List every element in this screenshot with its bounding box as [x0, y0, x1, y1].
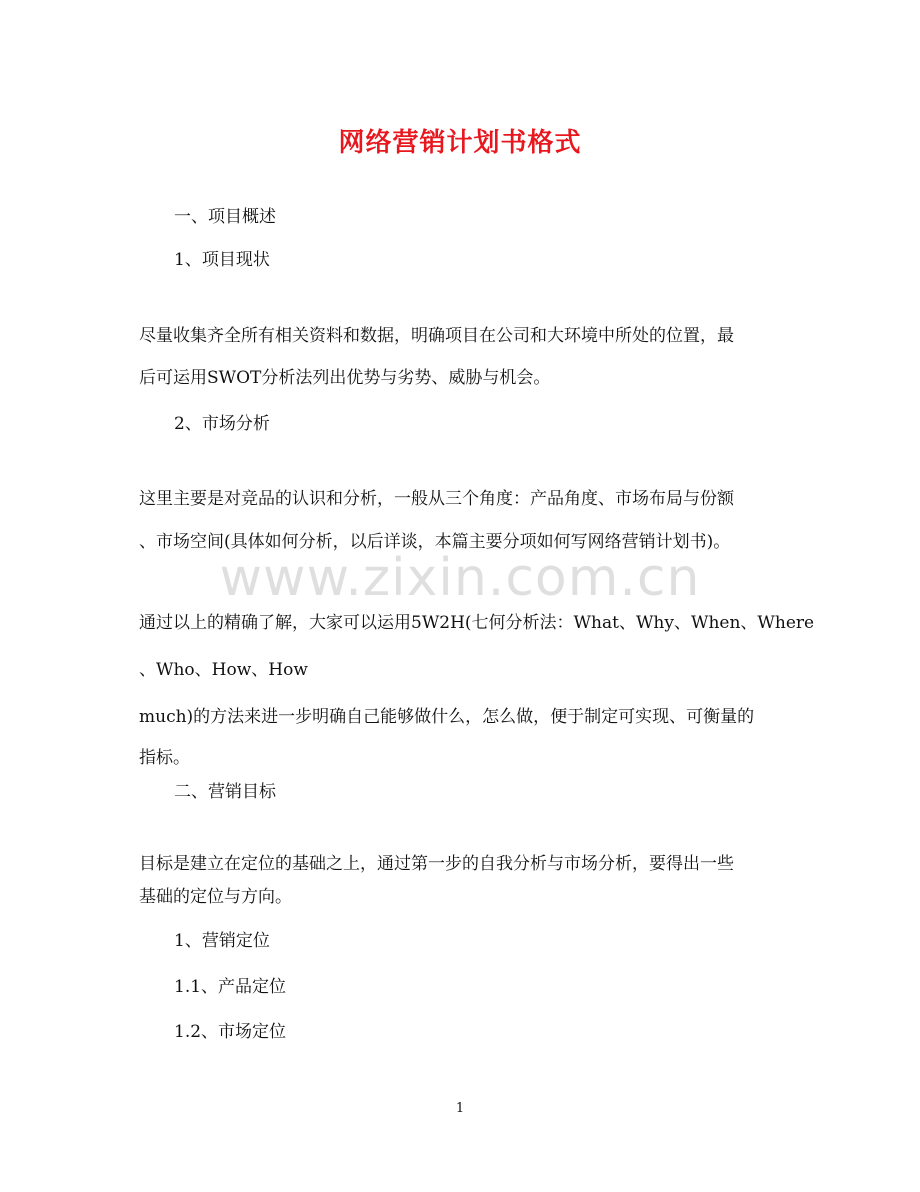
paragraph-line: 、Who、How、How: [139, 660, 308, 680]
paragraph-line: 目标是建立在定位的基础之上，通过第一步的自我分析与市场分析，要得出一些: [139, 854, 734, 874]
paragraph-line: 尽量收集齐全所有相关资料和数据，明确项目在公司和大环境中所处的位置，最: [139, 326, 734, 346]
paragraph-line: 这里主要是对竞品的认识和分析，一般从三个角度：产品角度、市场布局与份额: [139, 489, 734, 509]
paragraph-line: 后可运用SWOT分析法列出优势与劣势、威胁与机会。: [139, 368, 551, 388]
subsection-heading-market-analysis: 2、市场分析: [174, 414, 270, 434]
subsection-heading-marketing-positioning: 1、营销定位: [174, 931, 270, 951]
paragraph-line: 基础的定位与方向。: [139, 887, 292, 907]
page-number: 1: [455, 1101, 465, 1116]
section-heading-overview: 一、项目概述: [174, 207, 276, 227]
section-heading-marketing-goals: 二、营销目标: [174, 782, 276, 802]
paragraph-line: much)的方法来进一步明确自己能够做什么，怎么做，便于制定可实现、可衡量的: [139, 707, 755, 727]
watermark: www.zixin.com.cn: [219, 548, 701, 608]
subsection-heading-product-positioning: 1.1、产品定位: [174, 977, 287, 997]
subsection-heading-status: 1、项目现状: [174, 250, 270, 270]
document-title: 网络营销计划书格式: [338, 128, 582, 158]
subsection-heading-market-positioning: 1.2、市场定位: [174, 1022, 287, 1042]
paragraph-line: 指标。: [139, 748, 190, 768]
paragraph-line: 通过以上的精确了解，大家可以运用5W2H(七何分析法：What、Why、When、Where: [139, 613, 815, 633]
paragraph-line: 、市场空间(具体如何分析，以后详谈，本篇主要分项如何写网络营销计划书)。: [139, 532, 731, 552]
